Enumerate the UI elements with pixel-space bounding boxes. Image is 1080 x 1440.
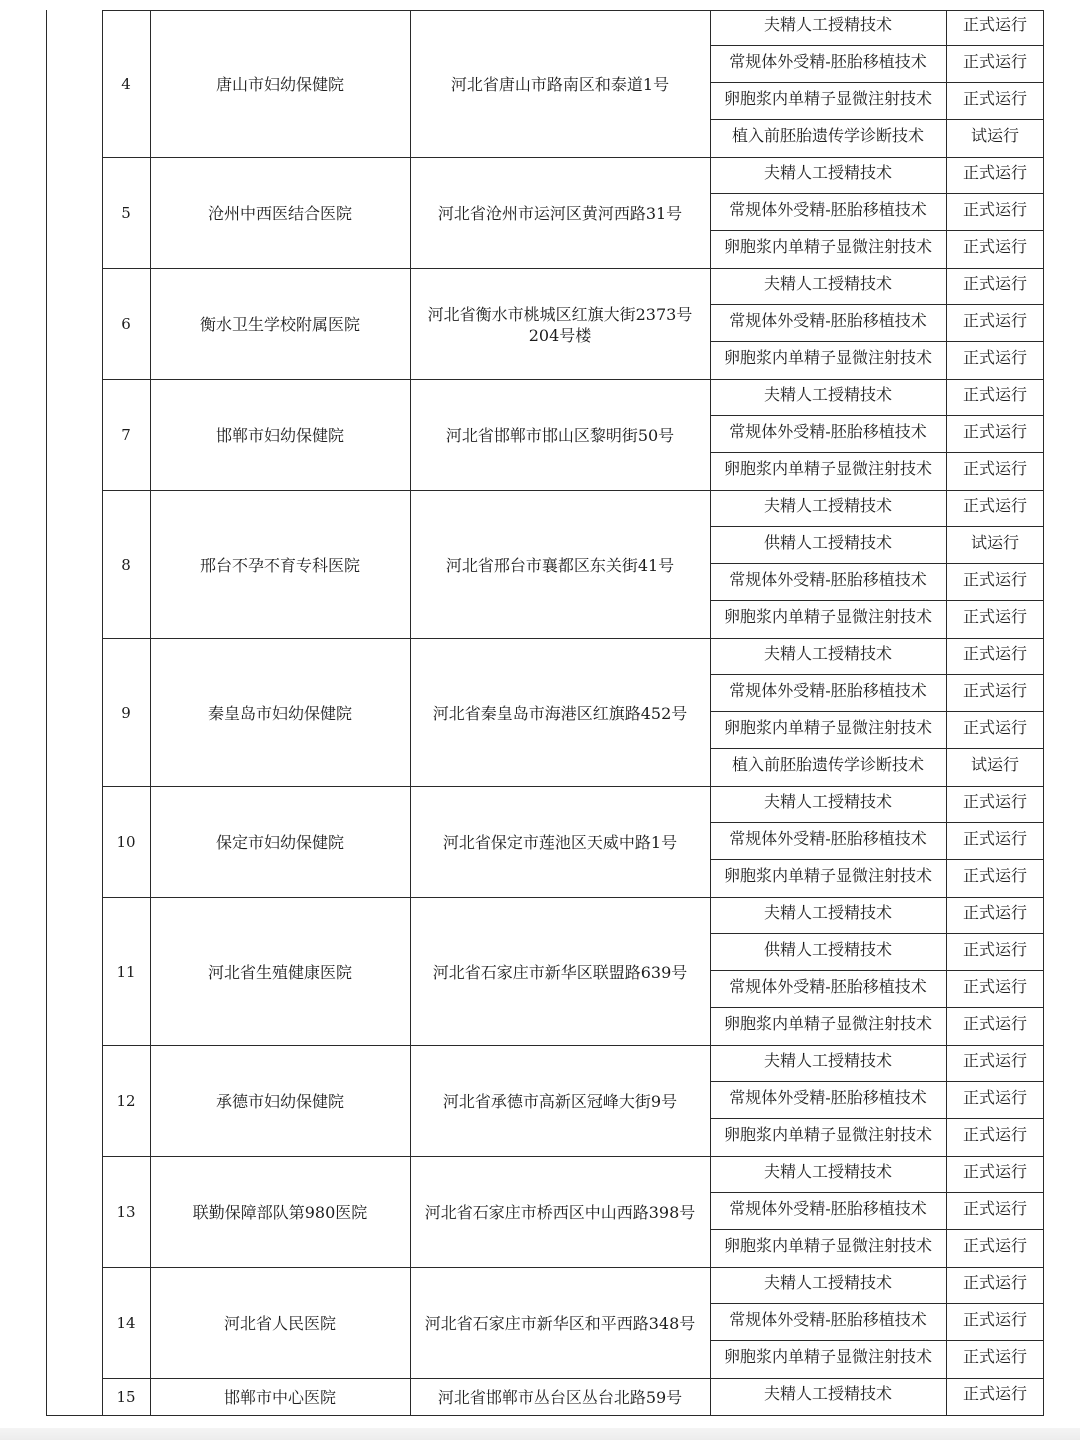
hospital-address: 河北省邢台市襄都区东关街41号 [445, 555, 675, 575]
technology-status: 正式运行 [962, 459, 1027, 478]
technology-status: 正式运行 [962, 866, 1027, 885]
tech-divider [710, 748, 1044, 749]
technology-row [710, 84, 1044, 121]
blank-cell [46, 158, 102, 269]
technology-status: 正式运行 [962, 681, 1027, 700]
blank-cell [46, 380, 102, 491]
hospital-address: 河北省唐山市路南区和泰道1号 [450, 74, 670, 94]
technology-name: 卵胞浆内单精子显微注射技术 [723, 1125, 932, 1144]
technology-row [710, 417, 1044, 454]
technology-row [710, 1379, 1044, 1416]
technology-list [710, 787, 1044, 898]
technology-row [710, 47, 1044, 84]
page-bottom-edge [0, 1428, 1080, 1440]
technology-row [710, 1083, 1044, 1120]
technology-name: 夫精人工授精技术 [763, 15, 892, 34]
technology-name: 夫精人工授精技术 [763, 385, 892, 404]
blank-cell [46, 10, 102, 158]
technology-status: 正式运行 [962, 348, 1027, 367]
technology-list [710, 491, 1044, 639]
tech-divider [710, 1303, 1044, 1304]
technology-row [710, 565, 1044, 602]
tech-divider [710, 711, 1044, 712]
technology-status: 试运行 [970, 755, 1019, 774]
hospital-address: 河北省保定市莲池区天威中路1号 [442, 833, 678, 852]
hospital-name: 衡水卫生学校附属医院 [199, 315, 360, 334]
blank-cell [46, 491, 102, 639]
tech-divider [710, 304, 1044, 305]
technology-name: 常规体外受精-胚胎移植技术 [729, 1310, 927, 1329]
tech-divider [710, 1118, 1044, 1119]
technology-name: 卵胞浆内单精子显微注射技术 [723, 459, 932, 478]
blank-cell [46, 639, 102, 787]
technology-name: 卵胞浆内单精子显微注射技术 [723, 89, 932, 108]
technology-status: 试运行 [970, 126, 1019, 145]
table-row [46, 158, 1044, 269]
table-top-border [102, 10, 1044, 11]
technology-row [710, 306, 1044, 343]
technology-status: 正式运行 [962, 1384, 1027, 1403]
technology-status: 正式运行 [962, 1273, 1027, 1292]
technology-row [710, 1231, 1044, 1268]
technology-status: 正式运行 [962, 89, 1027, 108]
hospital-name: 邢台不孕不育专科医院 [199, 555, 360, 575]
technology-status: 正式运行 [962, 644, 1027, 663]
technology-name: 常规体外受精-胚胎移植技术 [729, 977, 927, 996]
table-bottom-border [46, 1415, 1044, 1416]
technology-list [710, 1157, 1044, 1268]
technology-list [710, 1268, 1044, 1379]
technology-list [710, 1379, 1044, 1416]
tech-divider [710, 822, 1044, 823]
technology-list [710, 10, 1044, 158]
hospital-address: 河北省邯郸市丛台区丛台北路59号 [437, 1388, 683, 1407]
technology-row [710, 121, 1044, 158]
table-row [46, 1046, 1044, 1157]
technology-row [710, 343, 1044, 380]
technology-name: 卵胞浆内单精子显微注射技术 [723, 1014, 932, 1033]
hospital-name: 联勤保障部队第980医院 [192, 1203, 368, 1222]
technology-status: 正式运行 [962, 1347, 1027, 1366]
hospital-name: 唐山市妇幼保健院 [215, 74, 344, 94]
technology-row [710, 1194, 1044, 1231]
table-row [46, 1157, 1044, 1268]
blank-cell [46, 269, 102, 380]
technology-name: 卵胞浆内单精子显微注射技术 [723, 718, 932, 737]
hospital-name: 秦皇岛市妇幼保健院 [207, 703, 352, 723]
technology-row [710, 1305, 1044, 1342]
technology-status: 正式运行 [962, 15, 1027, 34]
technology-row [710, 1268, 1044, 1305]
tech-divider [710, 1007, 1044, 1008]
row-number: 10 [116, 833, 136, 851]
technology-name: 夫精人工授精技术 [763, 496, 892, 515]
technology-row [710, 935, 1044, 972]
technology-row [710, 1120, 1044, 1157]
technology-status: 正式运行 [962, 718, 1027, 737]
table-row [46, 639, 1044, 787]
tech-divider [710, 1340, 1044, 1341]
technology-name: 常规体外受精-胚胎移植技术 [729, 1199, 927, 1218]
technology-row [710, 713, 1044, 750]
technology-name: 常规体外受精-胚胎移植技术 [729, 422, 927, 441]
row-number: 8 [121, 555, 131, 574]
technology-name: 植入前胚胎遗传学诊断技术 [731, 126, 924, 145]
hospital-name: 邯郸市中心医院 [223, 1388, 336, 1407]
technology-status: 试运行 [970, 533, 1019, 552]
technology-list [710, 158, 1044, 269]
column-divider [410, 10, 411, 1416]
technology-name: 供精人工授精技术 [763, 533, 892, 552]
tech-divider [710, 526, 1044, 527]
tech-divider [710, 970, 1044, 971]
technology-row [710, 528, 1044, 565]
technology-row [710, 491, 1044, 528]
hospital-name: 保定市妇幼保健院 [215, 833, 344, 852]
hospital-name: 邯郸市妇幼保健院 [215, 426, 344, 445]
technology-row [710, 676, 1044, 713]
technology-row [710, 898, 1044, 935]
hospital-address: 河北省沧州市运河区黄河西路31号 [437, 204, 683, 223]
technology-row [710, 1009, 1044, 1046]
technology-status: 正式运行 [962, 792, 1027, 811]
technology-status: 正式运行 [962, 1310, 1027, 1329]
hospital-address: 河北省秦皇岛市海港区红旗路452号 [432, 703, 688, 723]
tech-divider [710, 193, 1044, 194]
column-divider [46, 10, 47, 1416]
technology-name: 卵胞浆内单精子显微注射技术 [723, 866, 932, 885]
technology-name: 夫精人工授精技术 [763, 1051, 892, 1070]
tech-divider [710, 1192, 1044, 1193]
tech-divider [710, 563, 1044, 564]
hospital-address: 河北省石家庄市新华区和平西路348号 [424, 1314, 696, 1333]
technology-status: 正式运行 [962, 1125, 1027, 1144]
tech-divider [710, 230, 1044, 231]
technology-name: 夫精人工授精技术 [763, 274, 892, 293]
hospital-name: 承德市妇幼保健院 [215, 1092, 344, 1111]
blank-cell [46, 1046, 102, 1157]
technology-name: 夫精人工授精技术 [763, 792, 892, 811]
technology-status: 正式运行 [962, 570, 1027, 589]
technology-status: 正式运行 [962, 977, 1027, 996]
technology-name: 常规体外受精-胚胎移植技术 [729, 681, 927, 700]
column-divider [1043, 10, 1044, 1416]
technology-list [710, 1046, 1044, 1157]
technology-name: 常规体外受精-胚胎移植技术 [729, 200, 927, 219]
row-number: 13 [116, 1203, 136, 1221]
tech-divider [710, 415, 1044, 416]
table-row [46, 1268, 1044, 1379]
column-divider [710, 10, 711, 1416]
row-number: 9 [121, 703, 131, 722]
table-row [46, 898, 1044, 1046]
technology-status: 正式运行 [962, 422, 1027, 441]
technology-list [710, 639, 1044, 787]
technology-row [710, 824, 1044, 861]
technology-row [710, 454, 1044, 491]
column-divider [102, 10, 103, 1416]
technology-status: 正式运行 [962, 1236, 1027, 1255]
row-number: 14 [116, 1314, 136, 1332]
technology-status: 正式运行 [962, 940, 1027, 959]
table-row [46, 787, 1044, 898]
hospital-address: 河北省邯郸市邯山区黎明街50号 [445, 426, 675, 445]
technology-status: 正式运行 [962, 1051, 1027, 1070]
hospital-address: 河北省石家庄市新华区联盟路639号 [432, 962, 688, 982]
table-row [46, 10, 1044, 158]
technology-status: 正式运行 [962, 237, 1027, 256]
technology-row [710, 10, 1044, 47]
row-number: 4 [121, 74, 131, 93]
technology-name: 卵胞浆内单精子显微注射技术 [723, 1347, 932, 1366]
technology-name: 卵胞浆内单精子显微注射技术 [723, 607, 932, 626]
technology-status: 正式运行 [962, 1088, 1027, 1107]
tech-divider [710, 1081, 1044, 1082]
column-divider [946, 10, 947, 1416]
hospital-address: 河北省石家庄市桥西区中山西路398号 [424, 1203, 696, 1222]
hospital-name: 河北省生殖健康医院 [207, 962, 352, 982]
row-number: 12 [116, 1092, 136, 1110]
hospital-address: 河北省衡水市桃城区红旗大街2373号204号楼 [427, 304, 693, 345]
technology-status: 正式运行 [962, 52, 1027, 71]
technology-row [710, 158, 1044, 195]
technology-status: 正式运行 [962, 385, 1027, 404]
hospital-name: 沧州中西医结合医院 [207, 204, 352, 223]
technology-status: 正式运行 [962, 1199, 1027, 1218]
technology-row [710, 639, 1044, 676]
blank-cell [46, 1157, 102, 1268]
row-number: 15 [116, 1388, 136, 1406]
technology-row [710, 602, 1044, 639]
technology-row [710, 1157, 1044, 1194]
technology-row [710, 195, 1044, 232]
technology-row [710, 232, 1044, 269]
technology-row [710, 1046, 1044, 1083]
tech-divider [710, 933, 1044, 934]
table-row [46, 491, 1044, 639]
blank-cell [46, 787, 102, 898]
technology-name: 供精人工授精技术 [763, 940, 892, 959]
technology-name: 植入前胚胎遗传学诊断技术 [731, 755, 924, 774]
tech-divider [710, 859, 1044, 860]
row-number: 6 [121, 315, 131, 333]
technology-status: 正式运行 [962, 200, 1027, 219]
tech-divider [710, 119, 1044, 120]
table-row [46, 269, 1044, 380]
tech-divider [710, 1229, 1044, 1230]
table-row [46, 1379, 1044, 1416]
technology-name: 夫精人工授精技术 [763, 1384, 892, 1403]
technology-status: 正式运行 [962, 274, 1027, 293]
technology-row [710, 750, 1044, 787]
technology-name: 常规体外受精-胚胎移植技术 [729, 1088, 927, 1107]
hospital-table [46, 10, 1044, 1426]
technology-name: 常规体外受精-胚胎移植技术 [729, 570, 927, 589]
technology-status: 正式运行 [962, 496, 1027, 515]
technology-list [710, 380, 1044, 491]
technology-status: 正式运行 [962, 1014, 1027, 1033]
blank-cell [46, 1268, 102, 1379]
technology-row [710, 972, 1044, 1009]
technology-status: 正式运行 [962, 903, 1027, 922]
tech-divider [710, 341, 1044, 342]
technology-status: 正式运行 [962, 163, 1027, 182]
row-number: 11 [116, 962, 136, 981]
technology-status: 正式运行 [962, 829, 1027, 848]
technology-name: 常规体外受精-胚胎移植技术 [729, 311, 927, 330]
technology-row [710, 1342, 1044, 1379]
technology-row [710, 269, 1044, 306]
technology-name: 卵胞浆内单精子显微注射技术 [723, 348, 932, 367]
technology-name: 夫精人工授精技术 [763, 903, 892, 922]
technology-name: 夫精人工授精技术 [763, 644, 892, 663]
technology-name: 夫精人工授精技术 [763, 163, 892, 182]
technology-row [710, 787, 1044, 824]
tech-divider [710, 82, 1044, 83]
hospital-name: 河北省人民医院 [223, 1314, 336, 1333]
technology-name: 夫精人工授精技术 [763, 1273, 892, 1292]
technology-status: 正式运行 [962, 1162, 1027, 1181]
technology-status: 正式运行 [962, 311, 1027, 330]
technology-list [710, 269, 1044, 380]
technology-name: 常规体外受精-胚胎移植技术 [729, 52, 927, 71]
blank-cell [46, 1379, 102, 1416]
technology-status: 正式运行 [962, 607, 1027, 626]
tech-divider [710, 674, 1044, 675]
tech-divider [710, 452, 1044, 453]
technology-name: 夫精人工授精技术 [763, 1162, 892, 1181]
technology-name: 卵胞浆内单精子显微注射技术 [723, 237, 932, 256]
row-number: 7 [121, 426, 131, 444]
hospital-address: 河北省承德市高新区冠峰大街9号 [442, 1092, 678, 1111]
tech-divider [710, 45, 1044, 46]
technology-row [710, 861, 1044, 898]
technology-name: 卵胞浆内单精子显微注射技术 [723, 1236, 932, 1255]
column-divider [150, 10, 151, 1416]
technology-list [710, 898, 1044, 1046]
row-number: 5 [121, 204, 131, 222]
tech-divider [710, 600, 1044, 601]
blank-cell [46, 898, 102, 1046]
technology-name: 常规体外受精-胚胎移植技术 [729, 829, 927, 848]
technology-row [710, 380, 1044, 417]
table-row [46, 380, 1044, 491]
